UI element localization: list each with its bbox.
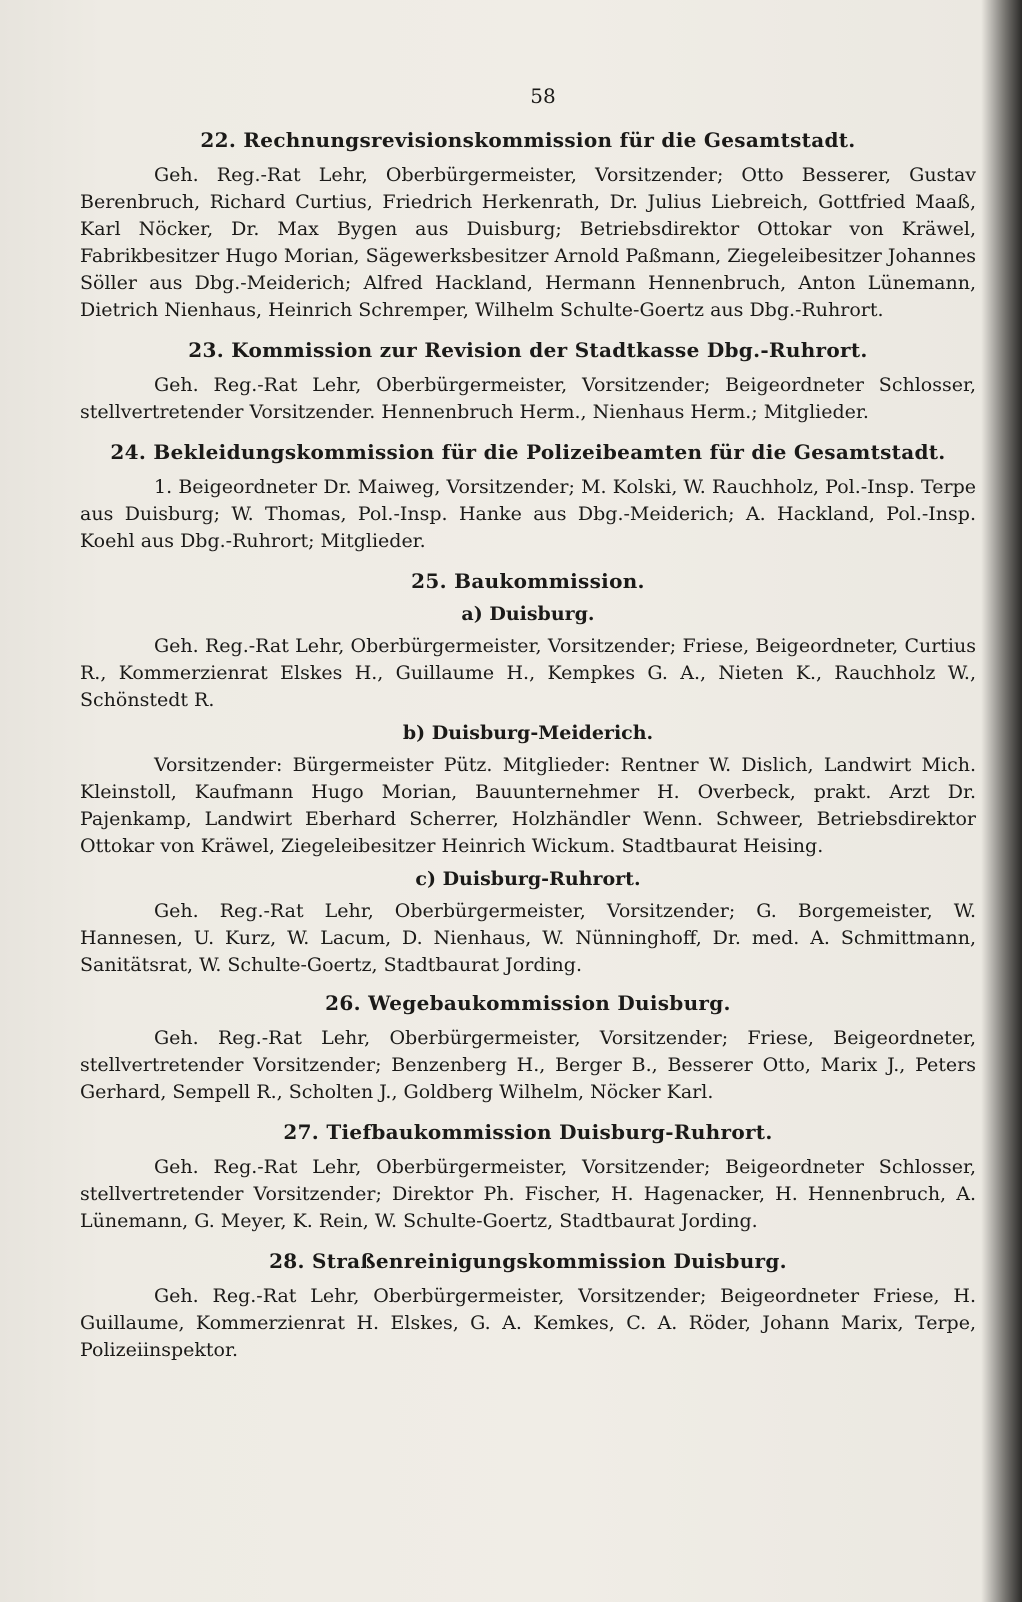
section-title: 22. Rechnungsrevisionskommission für die Gesamtstadt. xyxy=(200,128,856,152)
section-text: Geh. Reg.-Rat Lehr, Oberbürgermeister, Vorsitzender; Beigeordneter Schlosser, stellvertretender Vorsitzender. Hennenbruch Herm., Nienhaus Herm.; Mitglieder. xyxy=(80,374,976,423)
subsection-text: Geh. Reg.-Rat Lehr, Oberbürgermeister, Vorsitzender; G. Borgemeister, W. Hannesen, U. Kurz, W. Lacum, D. Nienhaus, W. Nünninghoff, Dr. med. A. Schmittmann, Sanitätsrat, W. Schulte-Goertz, Stadtbaurat Jording. xyxy=(80,900,976,976)
subsection-text: Geh. Reg.-Rat Lehr, Oberbürgermeister, Vorsitzender; Friese, Beigeordneter, Curtius R., Kommerzienrat Elskes H., Guillaume H., Kempkes G. A., Nieten K., Rauchholz W., Schönstedt R. xyxy=(80,635,976,711)
section-22 xyxy=(80,128,976,324)
section-title: 24. Bekleidungskommission für die Polizeibeamten für die Gesamtstadt. xyxy=(110,440,946,464)
section-title: 28. Straßenreinigungskommission Duisburg. xyxy=(269,1249,787,1273)
section-title: 25. Baukommission. xyxy=(411,569,645,593)
section-text: Geh. Reg.-Rat Lehr, Oberbürgermeister, Vorsitzender; Beigeordneter Schlosser, stellvertretender Vorsitzender; Direktor Ph. Fischer, H. Hagenacker, H. Hennenbruch, A. Lünemann, G. Meyer, K. Rein, W. Schulte-Goertz, Stadtbaurat Jording. xyxy=(80,1156,976,1232)
section-title: 27. Tiefbaukommission Duisburg-Ruhrort. xyxy=(283,1120,773,1144)
section-23 xyxy=(80,338,976,426)
section-text: Geh. Reg.-Rat Lehr, Oberbürgermeister, Vorsitzender; Otto Besserer, Gustav Berenbruch, Richard Curtius, Friedrich Herkenrath, Dr. Julius Liebreich, Gottfried Maaß, Karl Nöcker, Dr. Max Bygen aus Duisburg; Betriebsdirektor Ottokar von Kräwel, Fabrikbesitzer Hugo Morian, Sägewerksbesitzer Arnold Paßmann, Ziegeleibesitzer Johannes Söller aus Dbg.-Meiderich; Alfred Hackland, Hermann Hennenbruch, Anton Lünemann, Dietrich Nienhaus, Heinrich Schremper, Wilhelm Schulte-Goertz aus Dbg.-Ruhrort. xyxy=(80,164,976,321)
subsection-title: b) Duisburg-Meiderich. xyxy=(402,722,654,744)
page-content xyxy=(80,84,976,1378)
subsection-meiderich xyxy=(80,722,976,860)
section-27 xyxy=(80,1120,976,1235)
section-title: 26. Wegebaukommission Duisburg. xyxy=(325,991,731,1015)
section-24 xyxy=(80,440,976,555)
subsection-title: c) Duisburg-Ruhrort. xyxy=(415,868,641,890)
section-text: 1. Beigeordneter Dr. Maiweg, Vorsitzender; M. Kolski, W. Rauchholz, Pol.-Insp. Terpe aus Duisburg; W. Thomas, Pol.-Insp. Hanke aus Dbg.-Meiderich; A. Hackland, Pol.-Insp. Koehl aus Dbg.-Ruhrort; Mitglieder. xyxy=(80,476,976,552)
section-26 xyxy=(80,991,976,1106)
subsection-title: a) Duisburg. xyxy=(461,603,595,625)
page-number: 58 xyxy=(530,84,556,108)
subsection-duisburg xyxy=(80,603,976,714)
subsection-ruhrort xyxy=(80,868,976,979)
subsection-text: Vorsitzender: Bürgermeister Pütz. Mitglieder: Rentner W. Dislich, Landwirt Mich. Kleinstoll, Kaufmann Hugo Morian, Bauunternehmer H. Overbeck, prakt. Arzt Dr. Pajenkamp, Landwirt Eberhard Scherrer, Holzhändler Wenn. Schweer, Betriebsdirektor Ottokar von Kräwel, Ziegeleibesitzer Heinrich Wickum. Stadtbaurat Heising. xyxy=(80,754,976,857)
section-text: Geh. Reg.-Rat Lehr, Oberbürgermeister, Vorsitzender; Beigeordneter Friese, H. Guillaume, Kommerzienrat H. Elskes, G. A. Kemkes, C. A. Röder, Johann Marix, Terpe, Polizeiinspektor. xyxy=(80,1285,976,1361)
section-text: Geh. Reg.-Rat Lehr, Oberbürgermeister, Vorsitzender; Friese, Beigeordneter, stellvertretender Vorsitzender; Benzenberg H., Berger B., Besserer Otto, Marix J., Peters Gerhard, Sempell R., Scholten J., Goldberg Wilhelm, Nöcker Karl. xyxy=(80,1027,976,1103)
section-25 xyxy=(80,569,976,979)
section-28 xyxy=(80,1249,976,1364)
section-title: 23. Kommission zur Revision der Stadtkasse Dbg.-Ruhrort. xyxy=(188,338,868,362)
